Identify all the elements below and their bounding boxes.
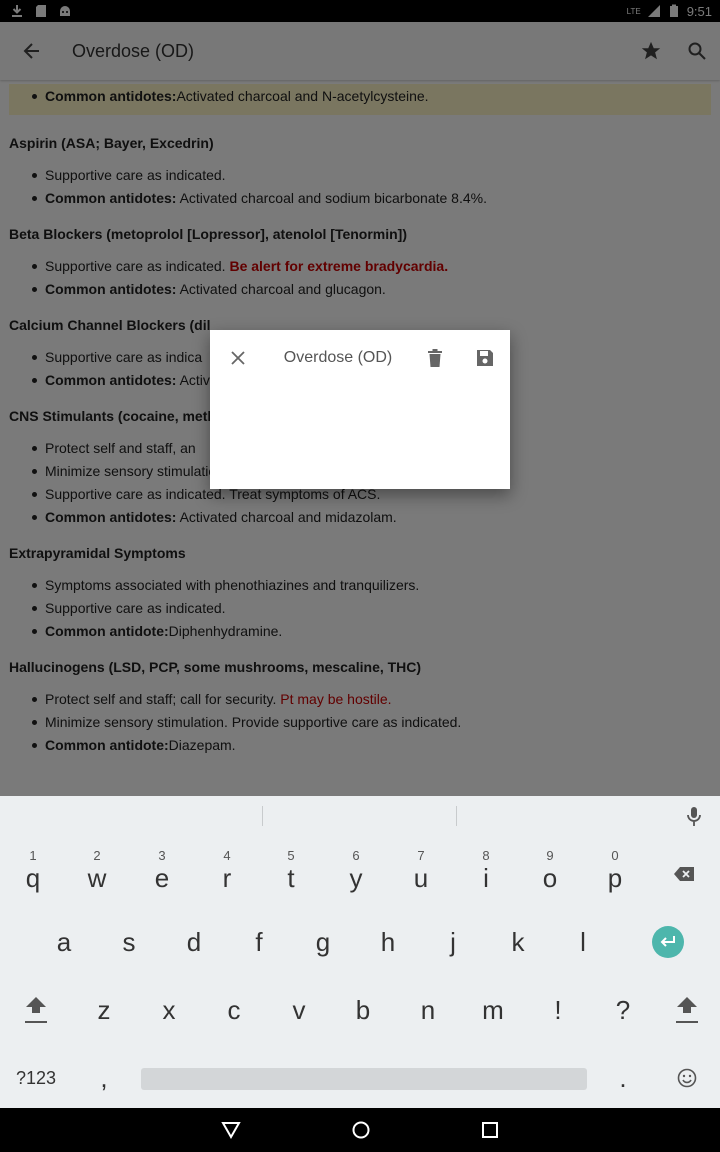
close-button[interactable] — [210, 330, 266, 386]
key-c[interactable]: c — [227, 994, 241, 1025]
backspace-key[interactable] — [652, 840, 716, 908]
emoji-key[interactable] — [655, 1044, 719, 1112]
navigation-bar — [0, 1108, 720, 1152]
key-g[interactable]: g — [315, 926, 331, 957]
key-x[interactable]: x — [162, 994, 176, 1025]
enter-icon — [652, 926, 684, 958]
key-p[interactable]: 0 p — [607, 848, 623, 893]
key-r[interactable]: 4 r — [222, 848, 232, 893]
nav-recents-icon[interactable] — [481, 1121, 499, 1139]
emoji-icon — [677, 1068, 697, 1088]
nav-back-icon[interactable] — [221, 1121, 241, 1139]
key-o[interactable]: 9 o — [542, 848, 558, 893]
key-f[interactable]: f — [255, 926, 263, 957]
nav-home-icon[interactable] — [351, 1120, 371, 1140]
key-s[interactable]: s — [122, 926, 136, 957]
key-k[interactable]: k — [511, 926, 525, 957]
key-row-1 — [0, 840, 720, 908]
key-q[interactable]: 1 q — [25, 848, 41, 893]
key-l[interactable]: l — [580, 926, 586, 957]
delete-button[interactable] — [410, 330, 460, 386]
shift-key-left[interactable] — [4, 976, 68, 1044]
suggestion-divider — [262, 806, 263, 826]
dialog-title: Overdose (OD) — [283, 349, 393, 366]
key-e[interactable]: 3 e — [154, 848, 170, 893]
key-comma[interactable]: , — [100, 1062, 108, 1093]
key-row-3 — [0, 976, 720, 1044]
key-j[interactable]: j — [450, 926, 456, 957]
key-n[interactable]: n — [420, 994, 436, 1025]
save-icon — [476, 349, 494, 367]
key-row-2 — [0, 908, 720, 976]
microphone-icon[interactable] — [684, 806, 704, 828]
key-question[interactable]: ? — [615, 994, 631, 1025]
key-m[interactable]: m — [482, 994, 504, 1025]
key-b[interactable]: b — [355, 994, 371, 1025]
key-a[interactable]: a — [56, 926, 72, 957]
close-icon — [230, 350, 246, 366]
shift-key-right[interactable] — [655, 976, 719, 1044]
backspace-icon — [673, 866, 695, 882]
space-bar[interactable] — [141, 1068, 587, 1090]
key-h[interactable]: h — [380, 926, 396, 957]
note-input-area[interactable] — [210, 386, 510, 489]
key-v[interactable]: v — [292, 994, 306, 1025]
enter-key[interactable] — [636, 908, 700, 976]
symbols-key[interactable]: ?123 — [15, 1067, 57, 1088]
shift-icon — [675, 995, 699, 1025]
suggestion-strip — [0, 796, 720, 836]
note-dialog — [210, 330, 510, 489]
key-y[interactable]: 6 y — [349, 848, 363, 893]
key-d[interactable]: d — [186, 926, 202, 957]
soft-keyboard — [0, 796, 720, 1108]
shift-icon — [24, 995, 48, 1025]
key-z[interactable]: z — [97, 994, 111, 1025]
key-exclamation[interactable]: ! — [554, 994, 562, 1025]
key-w[interactable]: 2 w — [87, 848, 107, 893]
suggestion-divider — [456, 806, 457, 826]
key-i[interactable]: 8 i — [482, 848, 490, 893]
key-period[interactable]: . — [619, 1062, 627, 1093]
key-t[interactable]: 5 t — [287, 848, 295, 893]
key-u[interactable]: 7 u — [413, 848, 429, 893]
trash-icon — [427, 349, 443, 367]
save-button[interactable] — [460, 330, 510, 386]
